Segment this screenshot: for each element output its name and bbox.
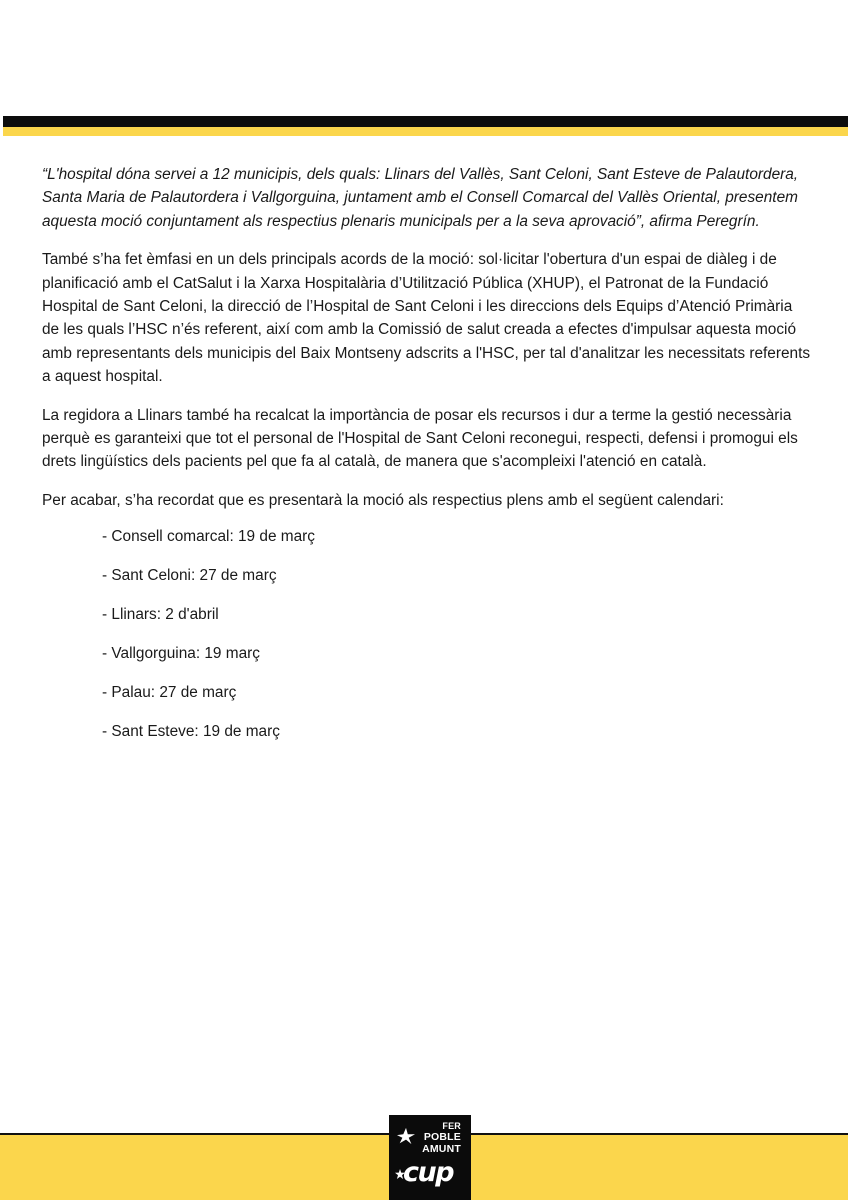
calendar-item: - Palau: 27 de març xyxy=(102,684,237,702)
logo-line-poble: POBLE xyxy=(423,1131,461,1143)
logo-line-amunt: AMUNT xyxy=(422,1143,461,1155)
calendar-item: - Consell comarcal: 19 de març xyxy=(102,528,315,546)
logo-cup-wordmark: cup xyxy=(403,1157,454,1188)
document-body xyxy=(42,163,812,761)
header-yellow-bar xyxy=(3,127,848,136)
calendar-item: - Vallgorguina: 19 març xyxy=(102,645,260,663)
cup-logo xyxy=(389,1115,471,1200)
calendar-item: - Llinars: 2 d'abril xyxy=(102,606,219,624)
logo-line-fer: FER xyxy=(442,1121,461,1131)
quote-paragraph: “L'hospital dóna servei a 12 municipis, dels quals: Llinars del Vallès, Sant Celoni, Sant Esteve de Palautordera, Santa Maria de Palautordera i Vallgorguina, juntament amb el Consell Comarcal del Vallès Oriental, presentem aquesta moció conjuntament als respectius plenaris municipals per a la seva aprovació”, afirma Peregrín. xyxy=(42,166,799,230)
calendar-intro-paragraph: Per acabar, s’ha recordat que es presentarà la moció als respectius plens amb el següent calendari: xyxy=(42,491,724,509)
calendar-list xyxy=(42,527,812,742)
calendar-item: - Sant Celoni: 27 de març xyxy=(102,567,277,585)
header-black-bar xyxy=(3,116,848,127)
star-icon xyxy=(395,1127,417,1145)
body-paragraph: La regidora a Llinars també ha recalcat la importància de posar els recursos i dur a terme la gestió necessària perquè es garanteixi que tot el personal de l'Hospital de Sant Celoni reconegui, respecti, defensi i promogui els drets lingüístics dels pacients pel que fa al català, de manera que s'acompleixi l'atenció en català. xyxy=(42,406,798,471)
body-paragraph: També s’ha fet èmfasi en un dels principals acords de la moció: sol·licitar l'obertura d'un espai de diàleg i de planificació amb el CatSalut i la Xarxa Hospitalària d’Utilització Pública (XHUP), el Patronat de la Fundació Hospital de Sant Celoni, la direcció de l’Hospital de Sant Celoni i les direccions dels Equips d’Atenció Primària de les quals l’HSC n’és referent, així com amb la Comissió de salut creada a efectes d'impulsar aquesta moció amb representants dels municipis del Baix Montseny adscrits a l'HSC, per tal d'analitzar les necessitats referents a aquest hospital. xyxy=(42,251,811,386)
calendar-item: - Sant Esteve: 19 de març xyxy=(102,723,280,741)
